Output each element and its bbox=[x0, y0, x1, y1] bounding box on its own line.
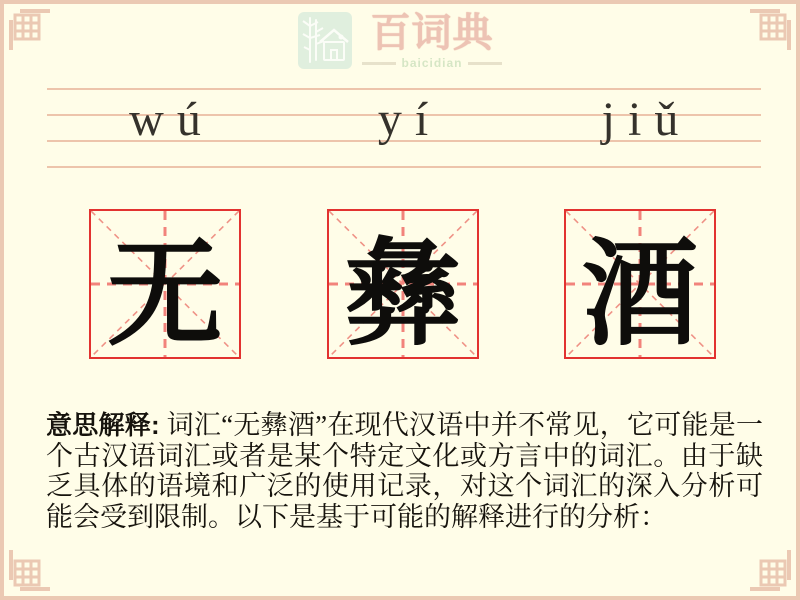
hanzi-character-2: 彝 bbox=[345, 231, 461, 360]
app-subtitle: baicidian bbox=[401, 56, 463, 70]
app-logo bbox=[4, 12, 796, 70]
character-box-3 bbox=[564, 209, 716, 359]
app-title: 百词典 bbox=[370, 10, 494, 55]
character-box-2 bbox=[327, 209, 479, 359]
definition-label: 意思解释: bbox=[46, 410, 160, 440]
bamboo-house-icon bbox=[298, 12, 352, 69]
definition-text: 词汇“无彝酒”在现代汉语中并不常见，它可能是一个古汉语词汇或者是某个特定文化或方言中的词汇。由于缺乏具体的语境和广泛的使用记录，对这个词汇的深入分析可能会受到限制。以下是基于可能的解释进行的分析： bbox=[46, 410, 763, 532]
pinyin-syllable-1: wú bbox=[129, 93, 214, 146]
character-box-1 bbox=[89, 209, 241, 359]
app-subtitle-row bbox=[362, 56, 501, 70]
hanzi-character-3: 酒 bbox=[582, 231, 698, 360]
pinyin-syllable-2: yí bbox=[377, 93, 442, 146]
subtitle-dash-left bbox=[362, 62, 396, 65]
pinyin-syllable-3: jiǔ bbox=[601, 93, 692, 146]
corner-fret-bottom-right-icon bbox=[748, 548, 796, 596]
definition-paragraph bbox=[46, 410, 763, 532]
guide-line bbox=[47, 88, 761, 90]
subtitle-dash-right bbox=[468, 62, 502, 65]
guide-line bbox=[47, 166, 761, 168]
hanzi-character-1: 无 bbox=[107, 231, 223, 360]
corner-fret-bottom-left-icon bbox=[4, 548, 52, 596]
